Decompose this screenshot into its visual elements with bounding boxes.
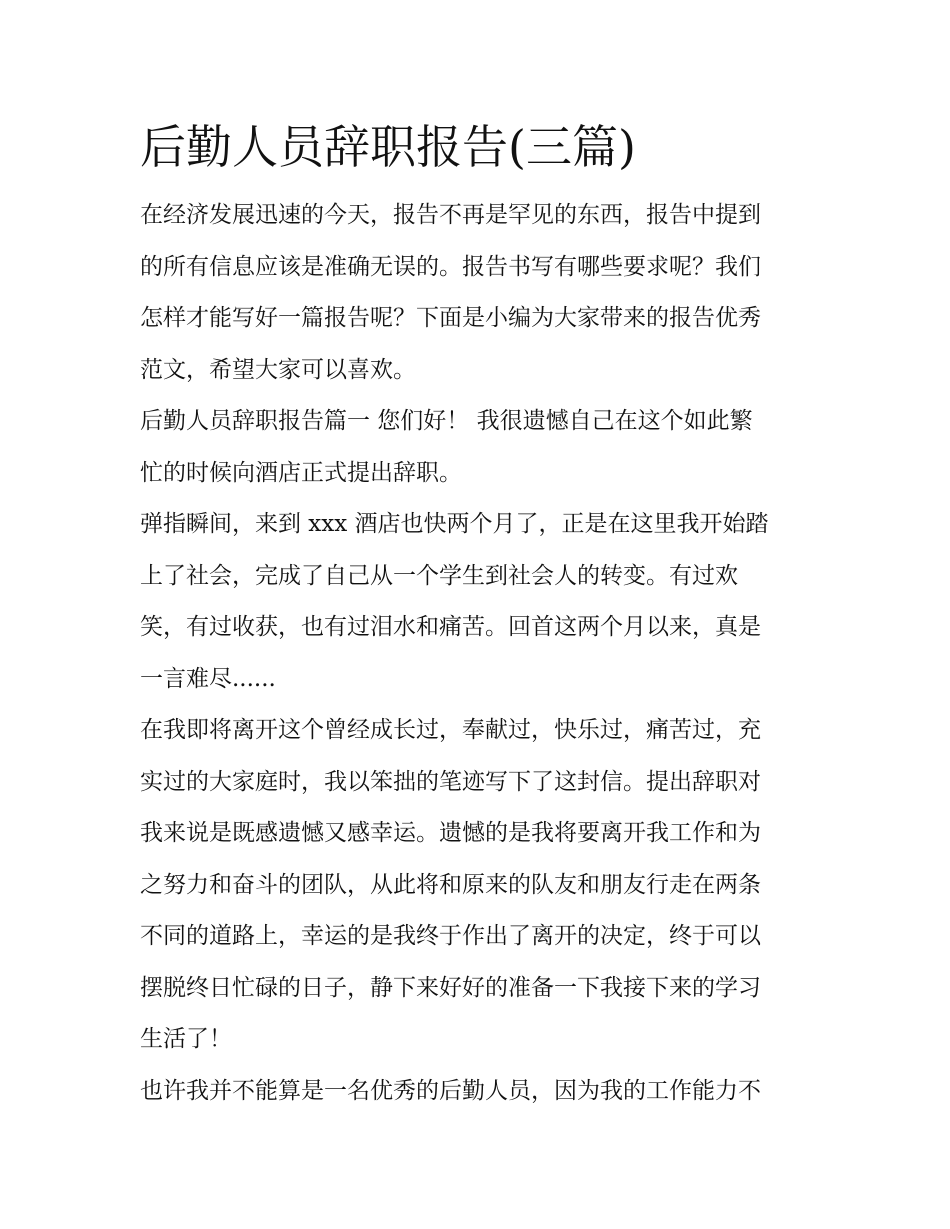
text-line: 不同的道路上，幸运的是我终于作出了离开的决定，终于可以 [140,923,761,949]
text-line: 之努力和奋斗的团队，从此将和原来的队友和朋友行走在两条 [140,871,761,898]
document-title: 后勤人员辞职报告(三篇) [140,120,636,174]
document-page [140,112,812,1117]
paragraph-recollection [140,499,812,705]
text-line: 摆脱终日忙碌的日子，静下来好好的准备一下我接下来的学习 [140,974,761,1001]
paragraph-part-one-opening [140,396,812,499]
text-line: 在经济发展迅速的今天，报告不再是罕见的东西，报告中提到 [140,202,761,228]
text-line: 范文，希望大家可以喜欢。 [140,356,416,383]
paragraph-self-assessment [140,1066,812,1118]
text-line: 上了社会，完成了自己从一个学生到社会人的转变。有过欢 [140,562,738,589]
text-line: 忙的时候向酒店正式提出辞职。 [140,459,462,486]
text-line: 我来说是既感遗憾又感幸运。遗憾的是我将要离开我工作和为 [140,820,761,846]
paragraph-intro [140,190,812,396]
text-line: 实过的大家庭时，我以笨拙的笔迹写下了这封信。提出辞职对 [140,768,761,795]
text-line: 生活了！ [140,1026,232,1052]
text-line: 后勤人员辞职报告篇一 您们好！ 我很遗憾自己在这个如此繁 [140,408,753,434]
text-line: 的所有信息应该是准确无误的。报告书写有哪些要求呢？我们 [140,253,761,280]
paragraph-farewell [140,705,812,1066]
text-line: 在我即将离开这个曾经成长过，奉献过，快乐过，痛苦过，充 [140,717,761,743]
text-line: 弹指瞬间，来到 xxx 酒店也快两个月了，正是在这里我开始踏 [140,511,769,537]
text-line: 怎样才能写好一篇报告呢？下面是小编为大家带来的报告优秀 [140,305,761,331]
text-line: 笑，有过收获，也有过泪水和痛苦。回首这两个月以来，真是 [140,614,761,640]
text-line: 也许我并不能算是一名优秀的后勤人员，因为我的工作能力不 [140,1077,761,1104]
text-line: 一言难尽...... [140,665,276,692]
